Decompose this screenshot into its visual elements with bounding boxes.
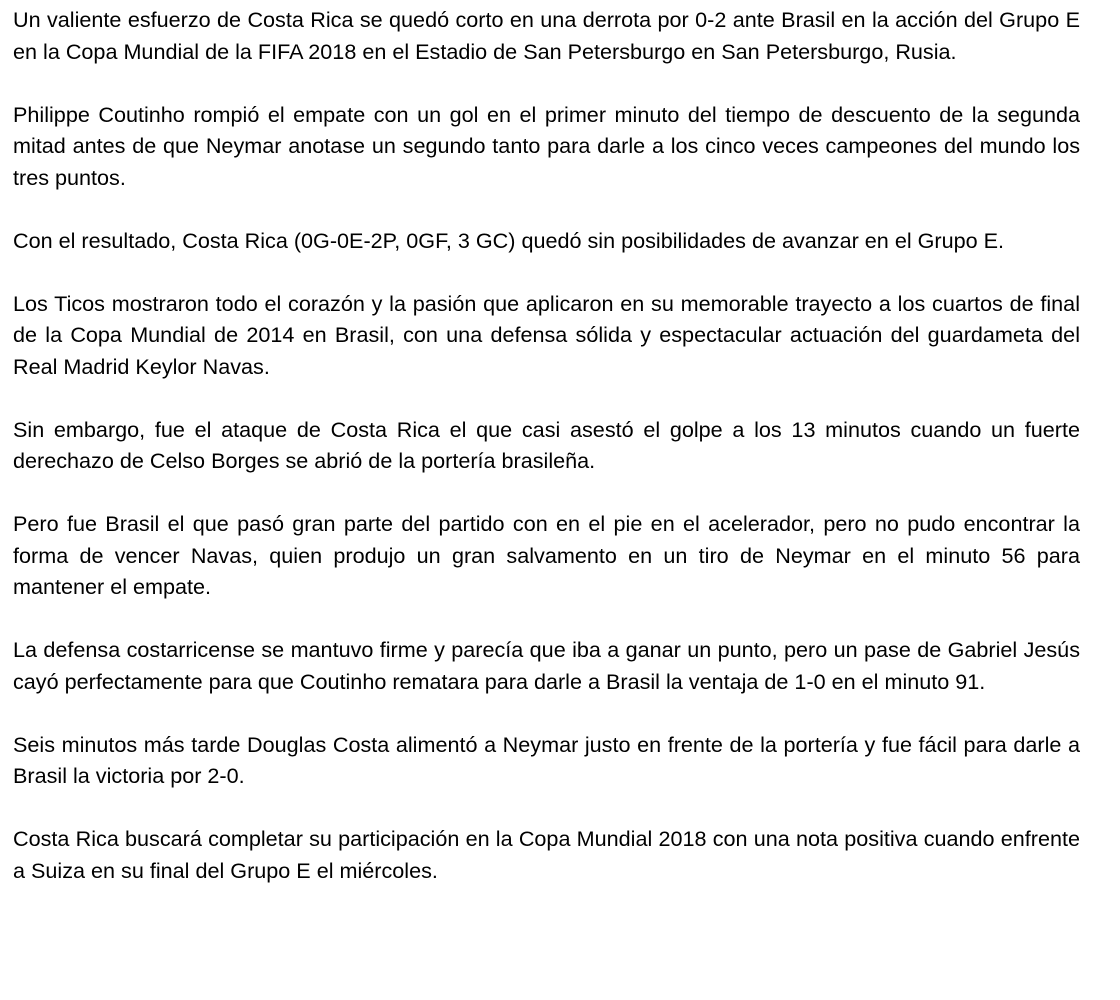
article-paragraph: Philippe Coutinho rompió el empate con un gol en el primer minuto del tiempo de descuento de la segunda mitad antes de que Neymar anotase un segundo tanto para darle a los cinco veces campeones del mundo los tres puntos.	[13, 101, 1080, 190]
article-paragraph: La defensa costarricense se mantuvo firme y parecía que iba a ganar un punto, pero un pase de Gabriel Jesús cayó perfectamente para que Coutinho rematara para darle a Brasil la ventaja de 1-0 en el minuto 91.	[13, 637, 1080, 694]
article-paragraph: Sin embargo, fue el ataque de Costa Rica el que casi asestó el golpe a los 13 minutos cuando un fuerte derechazo de Celso Borges se abrió de la portería brasileña.	[13, 416, 1080, 473]
article-paragraph: Los Ticos mostraron todo el corazón y la pasión que aplicaron en su memorable trayecto a los cuartos de final de la Copa Mundial de 2014 en Brasil, con una defensa sólida y espectacular actuación del guardameta del Real Madrid Keylor Navas.	[13, 290, 1080, 379]
article-paragraph: Un valiente esfuerzo de Costa Rica se quedó corto en una derrota por 0-2 ante Brasil en la acción del Grupo E en la Copa Mundial de la FIFA 2018 en el Estadio de San Petersburgo en San Petersburgo, Rusia.	[13, 7, 1080, 64]
article-paragraph: Con el resultado, Costa Rica (0G-0E-2P, 0GF, 3 GC) quedó sin posibilidades de avanzar en el Grupo E.	[13, 227, 1005, 253]
article-body	[13, 4, 1080, 918]
article-paragraph: Costa Rica buscará completar su participación en la Copa Mundial 2018 con una nota positiva cuando enfrente a Suiza en su final del Grupo E el miércoles.	[13, 826, 1080, 883]
article-paragraph: Seis minutos más tarde Douglas Costa alimentó a Neymar justo en frente de la portería y fue fácil para darle a Brasil la victoria por 2-0.	[13, 731, 1080, 788]
article-paragraph: Pero fue Brasil el que pasó gran parte del partido con en el pie en el acelerador, pero no pudo encontrar la forma de vencer Navas, quien produjo un gran salvamento en un tiro de Neymar en el minuto 56 para mantener el empate.	[13, 511, 1080, 599]
